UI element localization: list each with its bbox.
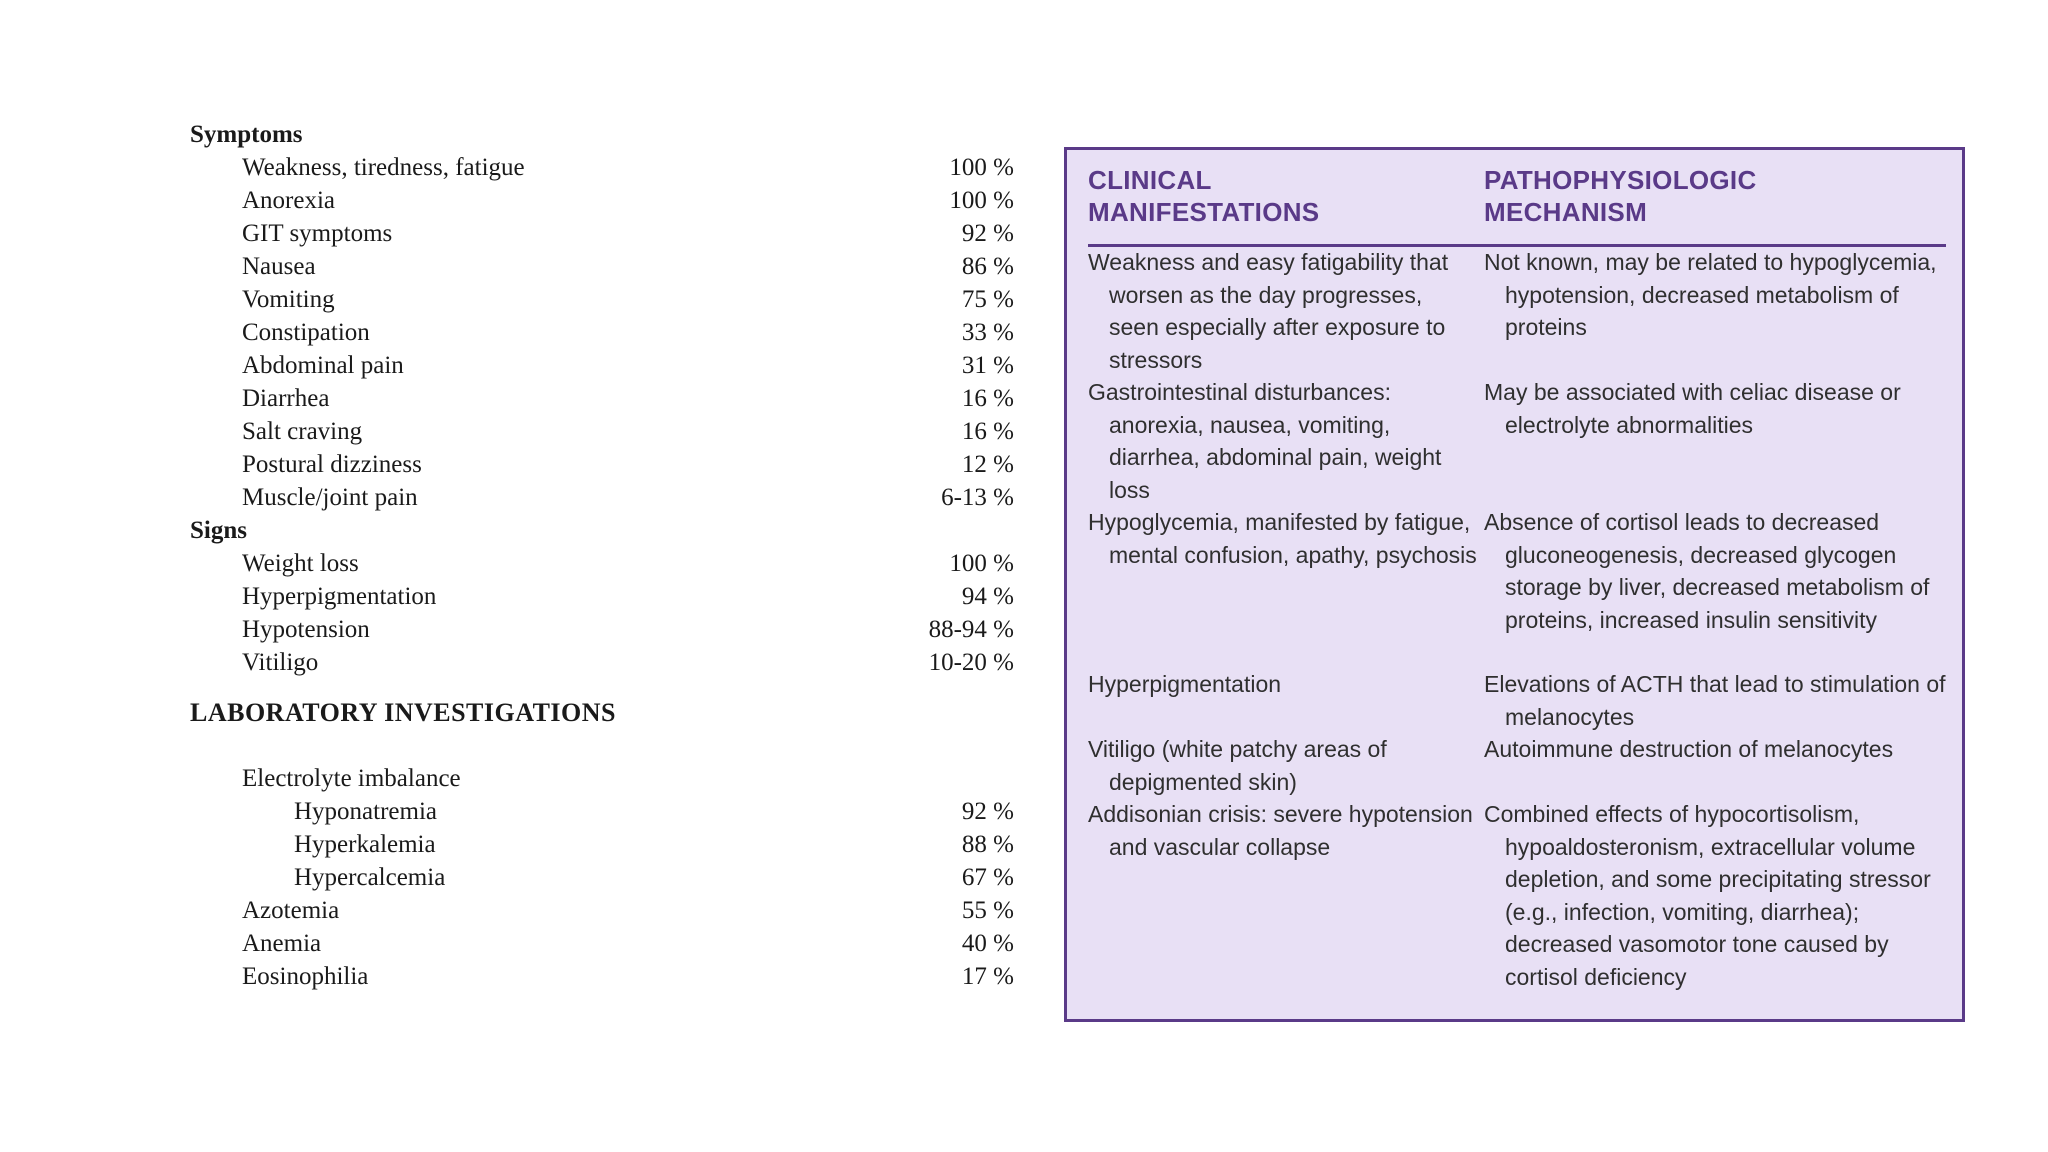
table-header [1088, 164, 1946, 247]
item-label: Anemia [242, 930, 322, 957]
list-item [190, 580, 1020, 613]
item-label: Hyperpigmentation [242, 583, 437, 610]
header-line: MECHANISM [1484, 197, 1648, 227]
table-row [1088, 246, 1946, 376]
item-value: 40 % [961, 930, 1014, 957]
item-label: Hypercalcemia [294, 864, 446, 891]
list-item [190, 613, 1020, 646]
item-value: 94 % [961, 583, 1014, 610]
list-item [190, 481, 1020, 514]
list-item [190, 316, 1020, 349]
item-value: 75 % [961, 286, 1014, 313]
list-item [190, 960, 1020, 993]
item-value: 55 % [961, 897, 1014, 924]
mechanism-cell: May be associated with celiac disease or electrolyte abnormalities [1484, 379, 1901, 438]
item-value: 100 % [949, 550, 1014, 577]
header-line: PATHOPHYSIOLOGIC [1484, 165, 1757, 195]
manifestation-cell: Addisonian crisis: severe hypotension and vascular collapse [1088, 801, 1473, 860]
mechanism-cell: Autoimmune destruction of melanocytes [1484, 736, 1894, 762]
table-row [1088, 798, 1946, 1028]
item-label: Vitiligo [242, 649, 319, 676]
item-value: 17 % [961, 963, 1014, 990]
manifestation-cell: Hypoglycemia, manifested by fatigue, mental confusion, apathy, psychosis [1088, 509, 1477, 568]
mechanism-cell: Elevations of ACTH that lead to stimulation of melanocytes [1484, 671, 1946, 730]
item-value: 88-94 % [928, 616, 1014, 643]
list-item [190, 894, 1020, 927]
item-value: 92 % [961, 220, 1014, 247]
table-body [1088, 246, 1946, 1028]
list-item [190, 349, 1020, 382]
list-item [190, 382, 1020, 415]
item-label: Azotemia [242, 897, 340, 924]
list-item [190, 283, 1020, 316]
header-clinical-manifestations [1088, 164, 1319, 228]
signs-heading: Signs [190, 517, 247, 544]
mechanism-cell: Not known, may be related to hypoglycemia, hypotension, decreased metabolism of proteins [1484, 249, 1937, 340]
item-value: 12 % [961, 451, 1014, 478]
item-label: Weight loss [242, 550, 359, 577]
list-item [190, 861, 1020, 894]
list-item [190, 217, 1020, 250]
manifestation-cell: Hyperpigmentation [1088, 671, 1282, 697]
symptoms-heading: Symptoms [190, 121, 303, 148]
table-row [1088, 668, 1946, 733]
header-line: CLINICAL [1088, 165, 1212, 195]
list-item [190, 184, 1020, 217]
item-label: Eosinophilia [242, 963, 369, 990]
symptoms-list [190, 151, 1020, 514]
item-value: 86 % [961, 253, 1014, 280]
manifestation-cell: Vitiligo (white patchy areas of depigmented skin) [1088, 736, 1387, 795]
table-row [1088, 733, 1946, 798]
item-label: GIT symptoms [242, 220, 393, 247]
table-row [1088, 506, 1946, 668]
list-item [190, 151, 1020, 184]
item-value: 31 % [961, 352, 1014, 379]
signs-list [190, 547, 1020, 679]
list-item [190, 927, 1020, 960]
list-item [190, 547, 1020, 580]
item-label: Anorexia [242, 187, 336, 214]
item-value: 67 % [961, 864, 1014, 891]
list-item [190, 448, 1020, 481]
clinical-manifestations-table [1064, 147, 1965, 1022]
item-value: 16 % [961, 418, 1014, 445]
item-value: 6-13 % [941, 484, 1014, 511]
item-label: Diarrhea [242, 385, 330, 412]
spacer [190, 729, 1020, 762]
item-label: Muscle/joint pain [242, 484, 418, 511]
item-value: 92 % [961, 798, 1014, 825]
header-pathophysiologic-mechanism [1484, 164, 1757, 228]
item-label: Salt craving [242, 418, 363, 445]
frequency-list [190, 118, 1020, 993]
table-row [1088, 376, 1946, 506]
item-label: Hypotension [242, 616, 370, 643]
manifestation-cell: Gastrointestinal disturbances: anorexia, nausea, vomiting, diarrhea, abdominal pain, weight loss [1088, 379, 1442, 503]
item-label: Vomiting [242, 286, 335, 313]
list-item [190, 250, 1020, 283]
item-value: 16 % [961, 385, 1014, 412]
lab-investigations-heading: LABORATORY INVESTIGATIONS [190, 698, 616, 727]
header-line: MANIFESTATIONS [1088, 197, 1320, 227]
item-value: 88 % [961, 831, 1014, 858]
item-label: Abdominal pain [242, 352, 404, 379]
manifestation-cell: Weakness and easy fatigability that worsen as the day progresses, seen especially after exposure to stressors [1088, 249, 1449, 373]
item-value: 100 % [949, 187, 1014, 214]
item-label: Electrolyte imbalance [242, 765, 461, 792]
item-label: Hyperkalemia [294, 831, 436, 858]
list-item [190, 646, 1020, 679]
item-label: Weakness, tiredness, fatigue [242, 154, 525, 181]
item-label: Postural dizziness [242, 451, 422, 478]
item-label: Hyponatremia [294, 798, 438, 825]
item-value: 10-20 % [928, 649, 1014, 676]
item-value: 100 % [949, 154, 1014, 181]
item-label: Nausea [242, 253, 316, 280]
list-item [190, 415, 1020, 448]
mechanism-cell: Absence of cortisol leads to decreased gluconeogenesis, decreased glycogen storage by liver, decreased metabolism of proteins, increased insulin sensitivity [1484, 509, 1930, 633]
lab-list [190, 762, 1020, 993]
mechanism-cell: Combined effects of hypocortisolism, hypoaldosteronism, extracellular volume depletion, and some precipitating stressor (e.g., infection, vomiting, diarrhea); decreased vasomotor tone caused by cortisol deficiency [1484, 801, 1931, 990]
list-item [190, 762, 1020, 795]
list-item [190, 795, 1020, 828]
item-value: 33 % [961, 319, 1014, 346]
item-label: Constipation [242, 319, 370, 346]
list-item [190, 828, 1020, 861]
